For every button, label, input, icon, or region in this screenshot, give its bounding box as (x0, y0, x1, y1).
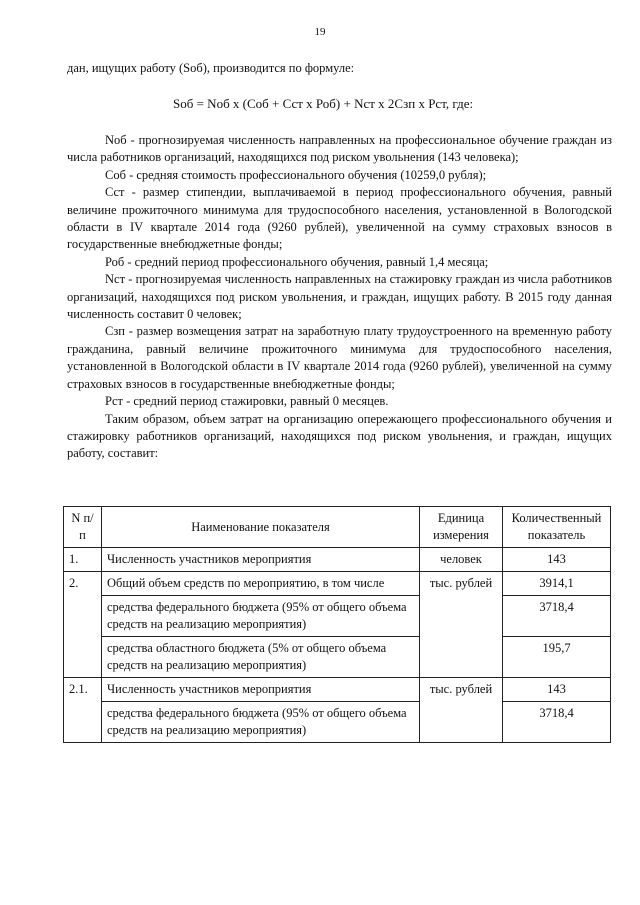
row-num: 1. (64, 548, 102, 572)
row-unit: тыс. рублей (420, 572, 503, 678)
definition-szp: Сзп - размер возмещения затрат на заработную плату трудоустроенного на временную работу гражданина, равный величине прожиточного минимума для трудоспособного населения, установленной в Вологодской области в IV квартале 2014 года (9260 рублей), увеличенной на сумму страховых взносов в государственные внебюджетные фонды; (67, 324, 612, 391)
definitions-block (67, 132, 612, 463)
table-row (64, 678, 611, 702)
row-qty: 3718,4 (503, 596, 611, 637)
row-qty: 3914,1 (503, 572, 611, 596)
row-name: Численность участников мероприятия (102, 678, 420, 702)
row-qty: 143 (503, 548, 611, 572)
row-name: средства федерального бюджета (95% от общего объема средств на реализацию мероприятия) (102, 596, 420, 637)
header-name: Наименование показателя (102, 507, 420, 548)
definition-cob: Cоб - средняя стоимость профессионального обучения (10259,0 рубля); (105, 167, 487, 182)
formula: Sоб = Nоб х (Cоб + Сст х Роб) + Nст х 2Сзп х Рст, где: (173, 96, 474, 111)
row-unit: тыс. рублей (420, 678, 503, 743)
table-row (64, 572, 611, 596)
header-num: N п/п (64, 507, 102, 548)
row-name: Общий объем средств по мероприятию, в том числе (102, 572, 420, 596)
table-header-row (64, 507, 611, 548)
table-row (64, 637, 611, 678)
table-row (64, 596, 611, 637)
page-number: 19 (314, 26, 326, 38)
row-qty: 3718,4 (503, 702, 611, 743)
row-num: 2. (64, 572, 102, 678)
header-unit: Единица измерения (420, 507, 503, 548)
definition-nob: Nоб - прогнозируемая численность направленных на профессиональное обучение граждан из числа работников организаций, находящихся под риском увольнения (143 человека); (67, 133, 612, 165)
table-row (64, 702, 611, 743)
definition-nst: Nст - прогнозируемая численность направленных на стажировку граждан из числа работников организаций, находящихся под риском увольнения, и граждан, ищущих работу. В 2015 году данная численность составит 0 человек; (67, 272, 612, 322)
header-qty: Количественный показатель (503, 507, 611, 548)
row-name: средства областного бюджета (5% от общего объема средств на реализацию мероприятия) (102, 637, 420, 678)
row-unit: человек (420, 548, 503, 572)
definition-rob: Роб - средний период профессионального обучения, равный 1,4 месяца; (105, 254, 489, 269)
definition-sst: Сст - размер стипендии, выплачиваемой в период профессионального обучения, равный величине прожиточного минимума для трудоспособного населения, установленной в Вологодской области в IV квартале 2014 года (9260 рублей), увеличенной на сумму страховых взносов в государственные внебюджетные фонды; (67, 185, 612, 252)
table-row (64, 548, 611, 572)
row-name: средства федерального бюджета (95% от общего объема средств на реализацию мероприятия) (102, 702, 420, 743)
row-qty: 195,7 (503, 637, 611, 678)
intro-line: дан, ищущих работу (Sоб), производится по формуле: (67, 61, 355, 75)
indicators-table (63, 506, 611, 743)
row-num: 2.1. (64, 678, 102, 743)
definition-rst: Рст - средний период стажировки, равный 0 месяцев. (105, 394, 389, 409)
summary-paragraph: Таким образом, объем затрат на организацию опережающего профессионального обучения и стажировку работников организаций, находящихся под риском увольнения, и граждан, ищущих работу, составит: (67, 411, 612, 461)
row-qty: 143 (503, 678, 611, 702)
row-name: Численность участников мероприятия (102, 548, 420, 572)
